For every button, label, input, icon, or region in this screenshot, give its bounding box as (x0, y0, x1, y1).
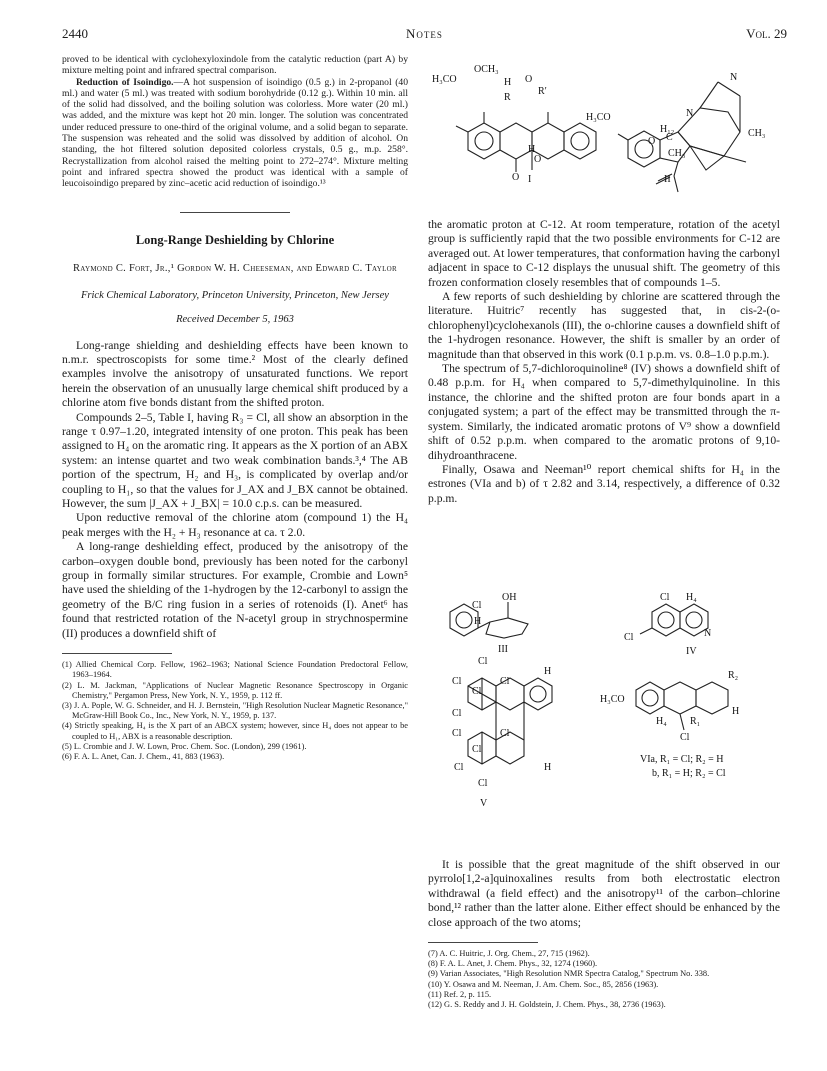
page-number: 2440 (62, 26, 88, 41)
fig3-atom-2: H (474, 616, 482, 627)
footnote-9: (9) Varian Associates, "High Resolution NMR Spectra Catalog," Spectrum No. 338. (428, 969, 710, 979)
fig2-atom-2: H₁₂ (660, 124, 675, 135)
body-para-1: Long-range shielding and deshielding effects have been known to n.m.r. spectroscopists for some time.² Most of the clearly defined examples involve the anisotropy of unsaturated functions. We report herein the observation of an unusually large chemical shift produced by a chlorine atom five bonds distant from the shifted proton. (62, 338, 408, 410)
section-title: Notes (406, 26, 443, 41)
fig2-atom-4: O (648, 136, 656, 147)
fig6-atom-1: H₃CO (600, 694, 625, 705)
fig2-atom-3: N (686, 108, 694, 119)
fig5-atom-5: Cl (452, 728, 462, 739)
fig4-atom-1: H₄ (686, 592, 697, 603)
fig5-atom-3: Cl (472, 686, 482, 697)
footnote-8: (8) F. A. L. Anet, J. Chem. Phys., 32, 1274 (1960). (428, 959, 598, 969)
right-column-lower (428, 858, 780, 1010)
footnote-rule-right (428, 942, 538, 943)
right-para-2: A few reports of such deshielding by chlorine are scattered through the literature. Huitric⁷ recently has suggested that, in cis-2-(o-chlorophenyl)cyclohexanols (III), the o-chlorine causes a downfield shift of the 1-hydrogen resonance. However, the shift is smaller by an order of magnitude than that observed in this work (0.1 p.p.m. vs. 0.8–1.0 p.p.m.). (428, 290, 780, 361)
fig6-caption-b: b, R₁ = H; R₂ = Cl (652, 768, 726, 779)
footnote-4: (4) Strictly speaking, H₄ is the X part of an ABCX system; however, since H₄ does not appear to be coupled to H₁, ABX is a reasonable description. (62, 721, 408, 741)
fig6-caption-a: VIa, R₁ = Cl; R₂ = H (640, 754, 724, 765)
fig6-atom-3: H₄ (656, 716, 667, 727)
fig6-atom-0: R₂ (728, 670, 739, 681)
fig3-atom-1: Cl (472, 600, 482, 611)
received-date: Received December 5, 1963 (176, 313, 294, 325)
fig5-atom-6: Cl (500, 728, 510, 739)
structures-I-II (428, 52, 780, 212)
article-affiliation: Frick Chemical Laboratory, Princeton University, Princeton, New Jersey (81, 289, 389, 301)
left-column (62, 54, 408, 762)
fig2-label: II (664, 174, 671, 185)
fig3-label: III (498, 644, 508, 655)
fig1-atom-1: H₃CO (432, 74, 457, 85)
footnote-12: (12) G. S. Reddy and J. H. Goldstein, J. Chem. Phys., 38, 2736 (1963). (428, 1000, 666, 1010)
fig2-atom-6: CH₃ (748, 128, 766, 139)
fig5-atom-1: Cl (452, 676, 462, 687)
fig6-atom-4: R₁ (690, 716, 701, 727)
footnote-5: (5) L. Crombie and J. W. Lown, Proc. Chem. Soc. (London), 299 (1961). (62, 741, 307, 751)
fig3-atom-0: OH (502, 592, 517, 603)
body-para-2: Compounds 2–5, Table I, having R₃ = Cl, all show an absorption in the range τ 0.97–1.20, integrated intensity of one proton. This peak has been assigned to H₄ on the aromatic ring. It appears as the X portion of an ABX system: an intense quartet and two weak combination bands.³,⁴ The AB portion of the spectrum, H₂ and H₃, is complicated by overlap and/or coupling to H₁, so that the values for J_AX and J_BX cannot be obtained. However, the sum |J_AX + J_BX| = 10.0 c.p.s. can be measured. (62, 410, 408, 511)
right-para-3: The spectrum of 5,7-dichloroquinoline⁸ (IV) shows a downfield shift of 0.48 p.p.m. for H₄ when compared to 5,7-dimethylquinoline. In this instance, the chlorine and the shifted proton are four bonds apart in a conjugated system; a part of the effect may be transmitted through the π-system. Similarly, the indicated aromatic protons of V⁹ show a downfield shift of 0.52 p.p.m. when compared to the aromatic protons of 9,10-dihydroanthracene. (428, 362, 780, 462)
article-authors: Raymond C. Fort, Jr.,¹ Gordon W. H. Cheeseman, and Edward C. Taylor (72, 262, 398, 274)
fig1-label: I (528, 174, 532, 185)
fig5-atom-9: Cl (478, 778, 488, 789)
fig1-atom-3: R (504, 92, 511, 103)
fig5-atom-11: H (544, 762, 552, 773)
footnote-3: (3) J. A. Pople, W. G. Schneider, and H. J. Bernstein, "High Resolution Nuclear Magnetic Resonance," McGraw-Hill Book Co., Inc., New York, N. Y., 1959, p. 137. (62, 700, 408, 721)
fig6-atom-5: Cl (680, 732, 690, 743)
fig2-atom-7: CH₃ (668, 148, 686, 159)
fig1-atom-5: O (525, 74, 533, 85)
fig5-atom-8: Cl (454, 762, 464, 773)
footnote-6: (6) F. A. L. Anet, Can. J. Chem., 41, 883 (1963). (62, 751, 225, 761)
fig1-atom-7: O (534, 154, 542, 165)
fig6-atom-2: H (732, 706, 740, 717)
volume-label: Vol. 29 (746, 26, 787, 41)
footnote-1: (1) Allied Chemical Corp. Fellow, 1962–1963; National Science Foundation Predoctoral Fellow, 1963–1964. (62, 660, 408, 680)
prev-article-para-2 (62, 77, 408, 190)
fig1-atom-2: H (504, 77, 512, 88)
fig1-atom-0: OCH₃ (474, 64, 499, 75)
fig4-atom-2: Cl (624, 632, 634, 643)
right-column-upper (428, 218, 780, 506)
prev-para-text: —A hot suspension of isoindigo (0.5 g.) in 2-propanol (40 ml.) and water (5 ml.) was treated with sodium borohydride (0.12 g.). Within 10 min. all of the solid had dissolved, and the boiling solution was colorless. More water (20 ml.) was added, and the mixture was kept hot 20 min. longer. The solution was concentrated under reduced pressure to one-third of the original volume, and a solid began to separate. The suspension was reheated and the solid was dissolved by addition of alcohol. On standing, the hot filtered solution deposited colorless crystals, 0.5 g., m.p. 258°. Recrystallization from alcohol raised the melting point to 272–274°. Mixture melting point and infrared spectra showed the product was identical with a sample of leucoisoindigo prepared by zinc–acetic acid reduction of isoindigo.¹³ (62, 76, 409, 190)
structures-III-VI (428, 590, 780, 836)
running-header (62, 26, 787, 42)
fig5-atom-0: Cl (478, 656, 488, 667)
fig1-atom-6: O (512, 172, 520, 183)
footnote-7: (7) A. C. Huitric, J. Org. Chem., 27, 715 (1962). (428, 949, 590, 959)
right-para-1: the aromatic proton at C-12. At room temperature, rotation of the acetyl group is sufficiently rapid that the two possible environments for C-12 are averaged out. At lower temperatures, that conformation having the carbonyl adjacent in space to C-12 displays the unusual shift. The geometry of this frozen conformation closely resembles that of compounds 1–5. (428, 218, 780, 289)
article-title: Long-Range Deshielding by Chlorine (135, 232, 335, 247)
fig5-atom-2: Cl (500, 676, 510, 687)
fig5-label: V (480, 798, 488, 809)
right-para-4: Finally, Osawa and Neeman¹⁰ report chemical shifts for H₄ in the estrones (VIa and b) of τ 2.82 and 3.14, respectively, a difference of 0.32 p.p.m. (428, 462, 780, 505)
prev-para-heading: Reduction of Isoindigo. (76, 76, 174, 88)
fig4-label: IV (686, 646, 697, 657)
fig2-atom-5: C (666, 132, 673, 143)
footnote-2: (2) L. M. Jackman, "Applications of Nuclear Magnetic Resonance Spectroscopy in Organic Chemistry," Pergamon Press, New York, N. Y., 1959, p. 112 ff. (62, 680, 408, 700)
fig5-atom-10: H (544, 666, 552, 677)
fig5-atom-4: Cl (452, 708, 462, 719)
prev-article-para-1: proved to be identical with cyclohexyloxindole from the catalytic reduction (part A) by mixture melting point and infrared spectral comparison. (62, 54, 408, 77)
footnote-11: (11) Ref. 2, p. 115. (428, 989, 492, 999)
footnote-10: (10) Y. Osawa and M. Neeman, J. Am. Chem. Soc., 85, 2856 (1963). (428, 979, 659, 989)
footnote-rule (62, 653, 172, 654)
body-para-4: A long-range deshielding effect, produced by the anisotropy of the carbon–oxygen double bond, previously has been noted for the carbonyl group in formally similar structures. For example, Crombie and Lown⁵ have used the shielding of the 1-hydrogen by the 12-carbonyl to assign the geometry of the B/C ring fusion in a series of rotenoids (I). Anet⁶ has found that restricted rotation of the N-acetyl group in strychnospermine (II) produces a downfield shift of (62, 540, 408, 640)
body-para-3: Upon reductive removal of the chlorine atom (compound 1) the H₄ peak merges with the H₂ + H₃ resonance at ca. τ 2.0. (62, 511, 408, 539)
fig2-atom-1: H₃CO (586, 112, 611, 123)
article-divider (180, 212, 290, 213)
fig2-atom-0: N (730, 72, 738, 83)
right-para-5: It is possible that the great magnitude of the shift observed in our pyrrolo[1,2-a]quinoxalines results from both electrostatic electron withdrawal (a field effect) and the anisotropy¹¹ of the carbon–chlorine bond,¹² rather than the latter alone. Either effect should be enhanced by the close approach of the two atoms; (428, 858, 780, 929)
fig4-atom-3: N (704, 628, 712, 639)
fig1-atom-8: H (528, 144, 536, 155)
fig5-atom-7: Cl (472, 744, 482, 755)
fig1-atom-4: R′ (538, 86, 547, 97)
fig4-atom-0: Cl (660, 592, 670, 603)
